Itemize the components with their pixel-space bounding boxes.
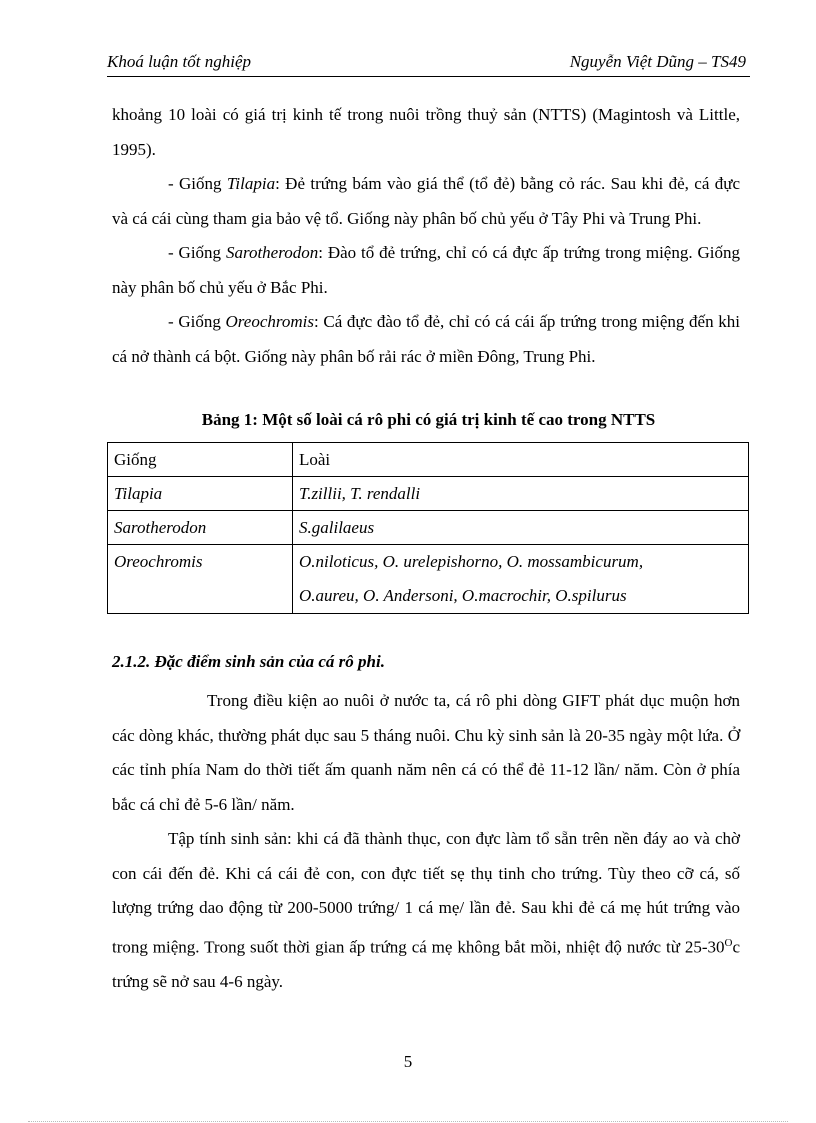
bullet-prefix: - Giống bbox=[168, 243, 226, 262]
table-row bbox=[108, 511, 749, 545]
table-cell-genus: Sarotherodon bbox=[108, 511, 293, 545]
spawning-text-after: c trứng sẽ nở sau 4-6 ngày. bbox=[112, 937, 740, 991]
body-text-section bbox=[112, 684, 740, 999]
header-author: Nguyễn Việt Dũng – TS49 bbox=[569, 52, 746, 71]
table-row bbox=[108, 545, 749, 614]
table-cell-species: S.galilaeus bbox=[293, 511, 749, 545]
genus-name-tilapia: Tilapia bbox=[226, 174, 276, 193]
paragraph-tilapia-text: : Đẻ trứng bám vào giá thể (tổ đẻ) bằng cỏ rác. Sau khi đẻ, cá đực và cá cái cùng tham gia bảo vệ tổ. Giống này phân bố chủ yếu ở Tây Phi và Trung Phi. bbox=[112, 174, 741, 228]
genus-name-sarotherodon: Sarotherodon bbox=[225, 243, 319, 262]
species-table bbox=[107, 442, 749, 614]
table-cell-species bbox=[293, 545, 749, 614]
table-header-species: Loài bbox=[293, 443, 749, 477]
spawning-text-before: Tập tính sinh sản: khi cá đã thành thục, con đực làm tổ sẵn trên nền đáy ao và chờ con cái đến đẻ. Khi cá cái đẻ con, con đực tiết sẹ thụ tinh cho trứng. Tùy theo cỡ cá, số lượng trứng dao động từ 200-5000 trứng/ 1 cá mẹ/ lần đẻ. Sau khi đẻ cá mẹ hút trứng vào trong miệng. Trong suốt thời gian ấp trứng cá mẹ không bắt mồi, nhiệt độ nước từ 25-30 bbox=[112, 829, 740, 957]
paragraph-oreochromis bbox=[112, 305, 740, 374]
page-header bbox=[107, 52, 750, 77]
paragraph-maturation: Trong điều kiện ao nuôi ở nước ta, cá rô phi dòng GIFT phát dục muộn hơn các dòng khác, thường phát dục sau 5 tháng nuôi. Chu kỳ sinh sản là 20-35 ngày một lứa. Ở các tỉnh phía Nam do thời tiết ấm quanh năm nên cá có thể đẻ 11-12 lần/ năm. Còn ở phía bắc cá chỉ đẻ 5-6 lần/ năm. bbox=[112, 691, 740, 814]
page-bottom-divider bbox=[28, 1121, 788, 1122]
paragraph-tilapia bbox=[112, 167, 740, 236]
table-row bbox=[108, 477, 749, 511]
section-heading: 2.1.2. Đặc điểm sinh sản của cá rô phi. bbox=[112, 652, 385, 671]
bullet-prefix: - Giống bbox=[168, 312, 226, 331]
degree-symbol: O bbox=[724, 936, 733, 949]
paragraph-sarotherodon-text: : Đào tổ đẻ trứng, chỉ có cá đực ấp trứng trong miệng. Giống này phân bố chủ yếu ở Bắc Phi. bbox=[112, 243, 740, 297]
header-thesis-title: Khoá luận tốt nghiệp bbox=[107, 52, 252, 71]
paragraph-sarotherodon bbox=[112, 236, 740, 305]
species-line: O.aureu, O. Andersoni, O.macrochir, O.spilurus bbox=[299, 586, 627, 605]
page-number: 5 bbox=[403, 1052, 413, 1071]
table-cell-genus: Oreochromis bbox=[108, 545, 293, 614]
table-header-genus: Giống bbox=[108, 443, 293, 477]
paragraph-intro: khoảng 10 loài có giá trị kinh tế trong nuôi trồng thuỷ sản (NTTS) (Magintosh và Little, 1995). bbox=[112, 105, 740, 159]
body-text-top bbox=[112, 98, 740, 374]
paragraph-oreochromis-text: : Cá đực đào tổ đẻ, chỉ có cá cái ấp trứng trong miệng đến khi cá nở thành cá bột. Giống này phân bố rải rác ở miền Đông, Trung Phi. bbox=[112, 312, 740, 366]
paragraph-spawning-behavior bbox=[112, 822, 740, 999]
bullet-prefix: - Giống bbox=[168, 174, 227, 193]
table-caption: Bảng 1: Một số loài cá rô phi có giá trị kinh tế cao trong NTTS bbox=[201, 410, 656, 429]
table-cell-species: T.zillii, T. rendalli bbox=[293, 477, 749, 511]
genus-name-oreochromis: Oreochromis bbox=[225, 312, 314, 331]
table-header-row bbox=[108, 443, 749, 477]
species-line: O.niloticus, O. urelepishorno, O. mossambicurum, bbox=[299, 552, 644, 571]
table-cell-genus: Tilapia bbox=[108, 477, 293, 511]
